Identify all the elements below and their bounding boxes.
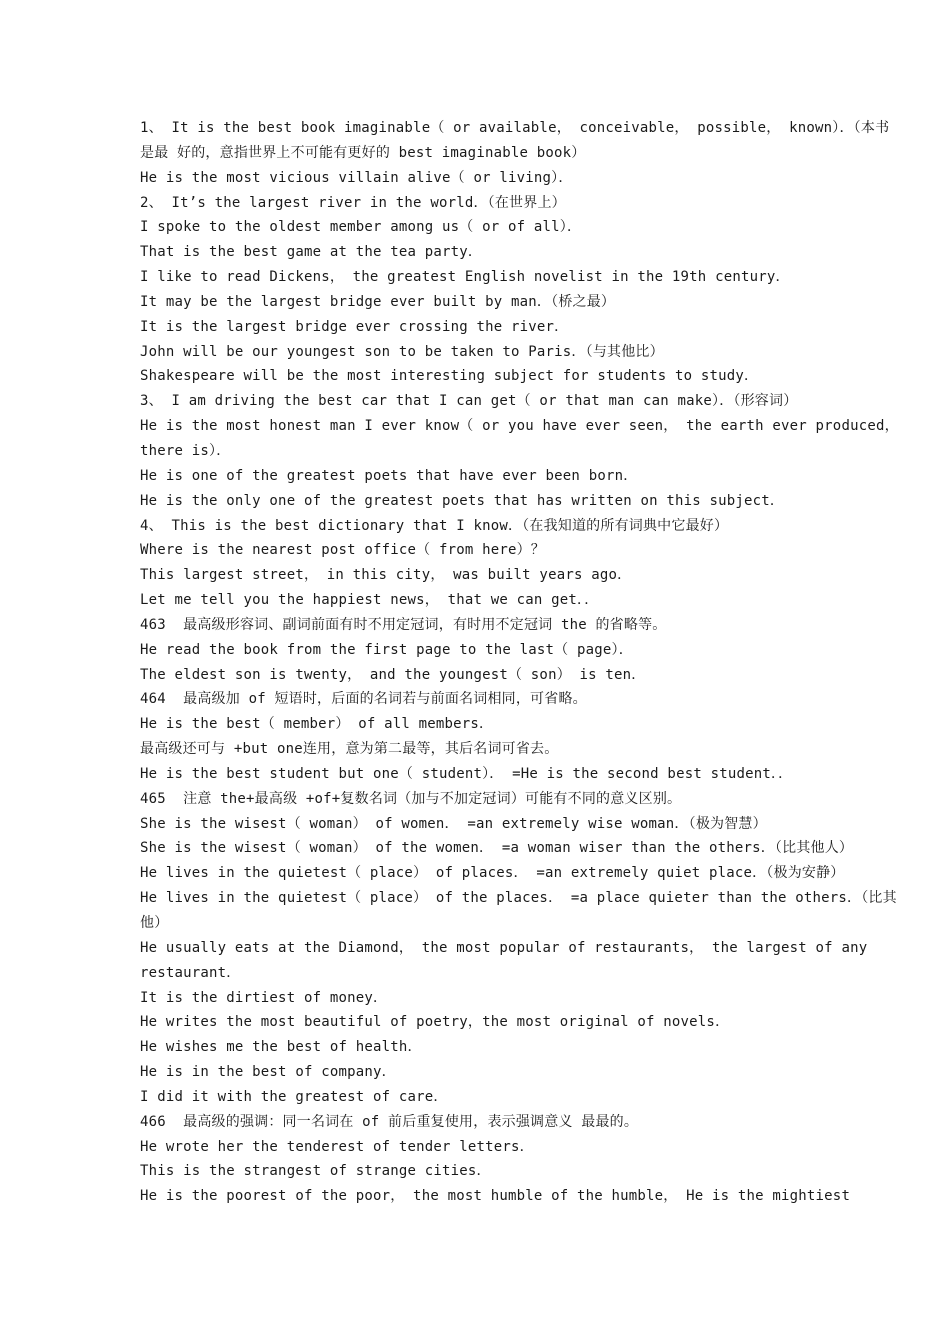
text-line: He is the best（ member） of all members． <box>140 716 494 733</box>
text-line: It may be the largest bridge ever built by man．（桥之最） <box>140 293 616 310</box>
text-line: 2、 It’s the largest river in the world．（在世界上） <box>140 194 566 211</box>
text-line: That is the best game at the tea party． <box>140 244 483 261</box>
text-line: He is one of the greatest poets that have ever been born． <box>140 467 638 484</box>
text-line: Where is the nearest post office（ from here）？ <box>140 542 546 559</box>
text-line: He wrote her the tenderest of tender letters． <box>140 1138 534 1155</box>
text-line: there is）． <box>140 442 231 459</box>
text-line: I spoke to the oldest member among us（ or of all）． <box>140 219 582 236</box>
text-line: 1、 It is the best book imaginable（ or available， conceivable， possible， known）．（本书 <box>140 120 890 136</box>
text-line: He is the most vicious villain alive（ or living）． <box>140 169 573 186</box>
text-line: It is the dirtiest of money． <box>140 989 388 1006</box>
text-line: 最高级还可与 +but one连用，意为第二最等，其后名词可省去。 <box>140 741 559 758</box>
text-line: I like to read Dickens， the greatest English novelist in the 19th century． <box>140 269 790 286</box>
text-line: John will be our youngest son to be taken to Paris．（与其他比） <box>140 343 664 360</box>
document-body <box>140 116 899 1209</box>
text-line: He is the most honest man I ever know（ or you have ever seen， the earth ever produced， <box>140 418 899 435</box>
section-heading: 463 最高级形容词、副词前面有时不用定冠词，有时用不定冠词 the 的省略等。 <box>140 616 667 633</box>
section-heading: 464 最高级加 of 短语时，后面的名词若与前面名词相同，可省略。 <box>140 691 587 708</box>
text-line: He is the best student but one（ student）． =He is the second best student．． <box>140 765 793 782</box>
text-line: He read the book from the first page to the last（ page）． <box>140 641 633 658</box>
text-line: Shakespeare will be the most interesting subject for students to study． <box>140 368 759 385</box>
section-heading: 465 注意 the+最高级 +of+复数名词（加与不加定冠词）可能有不同的意义区别。 <box>140 790 682 807</box>
text-line: This is the strangest of strange cities． <box>140 1163 491 1180</box>
text-line: She is the wisest（ woman） of the women． =a woman wiser than the others．（比其他人） <box>140 840 854 857</box>
text-line: It is the largest bridge ever crossing the river． <box>140 318 569 335</box>
text-line: Let me tell you the happiest news， that we can get．． <box>140 592 599 609</box>
text-line: The eldest son is twenty， and the youngest（ son） is ten． <box>140 666 646 683</box>
text-line: I did it with the greatest of care． <box>140 1088 448 1105</box>
text-line: restaurant． <box>140 964 241 981</box>
text-line: This largest street， in this city， was built years ago． <box>140 567 632 584</box>
text-line: He is the only one of the greatest poets that has written on this subject． <box>140 492 785 509</box>
text-line: She is the wisest（ woman） of women． =an extremely wise woman．（极为智慧） <box>140 815 767 832</box>
text-line: He lives in the quietest（ place） of the places． =a place quieter than the others．（比其 <box>140 890 897 907</box>
text-line: He is the poorest of the poor， the most humble of the humble， He is the mightiest <box>140 1188 851 1205</box>
text-line: 他） <box>140 915 169 931</box>
text-line: He usually eats at the Diamond， the most popular of restaurants， the largest of any <box>140 939 868 956</box>
text-line: He is in the best of company． <box>140 1064 396 1081</box>
text-line: 是最 好的，意指世界上不可能有更好的 best imaginable book） <box>140 144 586 161</box>
text-line: He writes the most beautiful of poetry，the most original of novels． <box>140 1014 730 1031</box>
text-line: He wishes me the best of health． <box>140 1039 422 1056</box>
text-line: He lives in the quietest（ place） of places． =an extremely quiet place．（极为安静） <box>140 865 845 882</box>
text-line: 3、 I am driving the best car that I can get（ or that man can make）．（形容词） <box>140 393 798 410</box>
section-heading: 466 最高级的强调：同一名词在 of 前后重复使用，表示强调意义 最最的。 <box>140 1113 639 1130</box>
text-line: 4、 This is the best dictionary that I know．（在我知道的所有词典中它最好） <box>140 517 729 534</box>
